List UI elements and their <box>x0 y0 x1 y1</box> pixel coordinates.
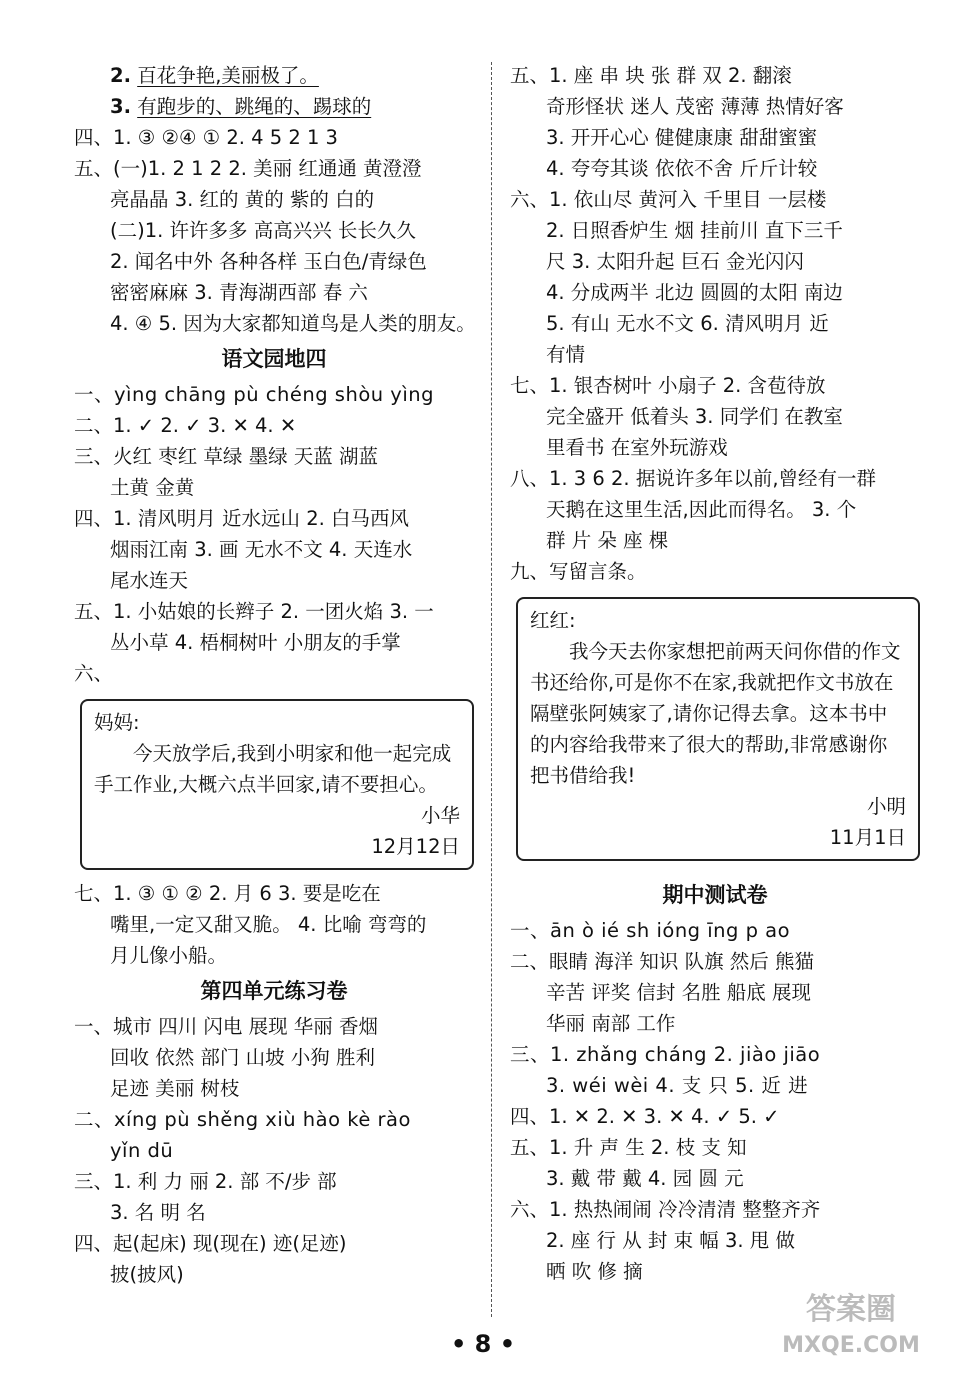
answer-line: 五、1. 座 串 块 张 群 双 2. 翻滚 <box>510 64 792 87</box>
answer-line: 足迹 美丽 树枝 <box>110 1077 240 1100</box>
answer-line: 尾水连天 <box>110 569 189 592</box>
column-divider <box>491 62 492 1317</box>
right-column <box>510 60 920 1287</box>
answer-line: 华丽 南部 工作 <box>546 1012 676 1035</box>
answer-line: 辛苦 评奖 信封 名胜 船底 展现 <box>546 981 811 1004</box>
note-recipient: 红红: <box>530 609 576 632</box>
answer-line: 3. 戴 带 戴 4. 园 圆 元 <box>546 1167 744 1190</box>
answer-line: 3. 有跑步的、跳绳的、踢球的 <box>110 95 372 118</box>
answer-line: 4. ④ 5. 因为大家都知道鸟是人类的朋友。 <box>110 312 476 335</box>
note-box-mom <box>80 699 474 870</box>
answer-line: 有情 <box>546 343 586 366</box>
page-number: • 8 • <box>450 1330 516 1358</box>
answer-line: 三、火红 枣红 草绿 墨绿 天蓝 湖蓝 <box>74 445 378 468</box>
answer-line: 六、1. 依山尽 黄河入 千里目 一层楼 <box>510 188 827 211</box>
answer-line: 九、写留言条。 <box>510 560 647 583</box>
answer-line: 尺 3. 太阳升起 巨石 金光闪闪 <box>546 250 804 273</box>
answer-line: 四、1. 清风明月 近水远山 2. 白马西风 <box>74 507 410 530</box>
answer-line: 4. 夸夸其谈 依依不舍 斤斤计较 <box>546 157 818 180</box>
answer-line: 3. wéi wèi 4. 支 只 5. 近 进 <box>546 1074 809 1097</box>
watermark-url: MXQE.COM <box>782 1333 920 1358</box>
answer-line: 嘴里,一定又甜又脆。 4. 比喻 弯弯的 <box>110 913 427 936</box>
note-body: 今天放学后,我到小明家和他一起完成手工作业,大概六点半回家,请不要担心。 <box>94 742 452 796</box>
answer-line: 二、1. ✓ 2. ✓ 3. ✕ 4. ✕ <box>74 414 297 437</box>
note-body: 我今天去你家想把前两天问你借的作文书还给你,可是你不在家,我就把作文书放在隔壁张阿姨家了,请你记得去拿。这本书中的内容给我带来了很大的帮助,非常感谢你把书借给我! <box>530 640 901 787</box>
section-title: 第四单元练习卷 <box>200 979 348 1003</box>
answer-line: 2. 百花争艳,美丽极了。 <box>110 64 319 87</box>
note-recipient: 妈妈: <box>94 711 140 734</box>
answer-line: 3. 开开心心 健健康康 甜甜蜜蜜 <box>546 126 818 149</box>
answer-line: 2. 日照香炉生 烟 挂前川 直下三千 <box>546 219 843 242</box>
answer-line: 群 片 朵 座 棵 <box>546 529 669 552</box>
answer-line: 亮晶晶 3. 红的 黄的 紫的 白的 <box>110 188 375 211</box>
answer-line: 天鹅在这里生活,因此而得名。 3. 个 <box>546 498 857 521</box>
answer-line: 2. 闻名中外 各种各样 玉白色/青绿色 <box>110 250 427 273</box>
answer-line: 七、1. ③ ① ② 2. 月 6 3. 要是吃在 <box>74 882 381 905</box>
answer-line: 一、yìng chāng pù chéng shòu yìng <box>74 383 435 406</box>
answer-line: 三、1. zhǎng cháng 2. jiào jiāo <box>510 1043 821 1066</box>
note-date: 12月12日 <box>371 835 460 858</box>
answer-line: 八、1. 3 6 2. 据说许多年以前,曾经有一群 <box>510 467 877 490</box>
answer-line: 土黄 金黄 <box>110 476 195 499</box>
answer-line: 2. 座 行 从 封 束 幅 3. 甩 做 <box>546 1229 795 1252</box>
answer-line: 四、1. ③ ②④ ① 2. 4 5 2 1 3 <box>74 126 338 149</box>
section-title: 期中测试卷 <box>662 883 768 907</box>
answer-line: 烟雨江南 3. 画 无水不文 4. 天连水 <box>110 538 413 561</box>
answer-line: 里看书 在室外玩游戏 <box>546 436 728 459</box>
answer-line: 六、 <box>74 662 114 685</box>
answer-line: 一、城市 四川 闪电 展现 华丽 香烟 <box>74 1015 378 1038</box>
answer-line: 四、起(起床) 现(现在) 迹(足迹) <box>74 1232 347 1255</box>
note-box-honghong <box>516 597 920 861</box>
note-signature: 小华 <box>420 804 460 827</box>
answer-line: 二、眼睛 海洋 知识 队旗 然后 熊猫 <box>510 950 814 973</box>
answer-line: 月儿像小船。 <box>110 944 228 967</box>
answer-line: 五、(一)1. 2 1 2 2. 美丽 红通通 黄澄澄 <box>74 157 422 180</box>
answer-line: 一、ān ò ié sh ióng īng p ao <box>510 919 791 942</box>
answer-line: 四、1. ✕ 2. ✕ 3. ✕ 4. ✓ 5. ✓ <box>510 1105 780 1128</box>
note-date: 11月1日 <box>829 826 906 849</box>
answer-line: 三、1. 利 力 丽 2. 部 不/步 部 <box>74 1170 337 1193</box>
answer-line: 晒 吹 修 摘 <box>546 1260 643 1283</box>
answer-line: 密密麻麻 3. 青海湖西部 春 六 <box>110 281 368 304</box>
watermark-logo <box>756 1292 946 1368</box>
answer-line: 5. 有山 无水不文 6. 清风明月 近 <box>546 312 829 335</box>
note-signature: 小明 <box>866 795 906 818</box>
section-title: 语文园地四 <box>221 347 327 371</box>
answer-line: 丛小草 4. 梧桐树叶 小朋友的手掌 <box>110 631 401 654</box>
answer-line: (二)1. 许许多多 高高兴兴 长长久久 <box>110 219 416 242</box>
answer-line: 五、1. 升 声 生 2. 枝 支 知 <box>510 1136 747 1159</box>
answer-line: 奇形怪状 迷人 茂密 薄薄 热情好客 <box>546 95 844 118</box>
answer-line: 二、xíng pù shěng xiù hào kè rào <box>74 1108 411 1131</box>
answer-line: 七、1. 银杏树叶 小扇子 2. 含苞待放 <box>510 374 826 397</box>
answer-line: 披(披风) <box>110 1263 184 1286</box>
answer-line: 五、1. 小姑娘的长辫子 2. 一团火焰 3. 一 <box>74 600 434 623</box>
watermark-text: 答案圈 <box>806 1292 896 1327</box>
answer-line: 完全盛开 低着头 3. 同学们 在教室 <box>546 405 843 428</box>
left-column <box>74 60 474 1290</box>
answer-line: 回收 依然 部门 山坡 小狗 胜利 <box>110 1046 375 1069</box>
answer-line: 六、1. 热热闹闹 冷冷清清 整整齐齐 <box>510 1198 821 1221</box>
answer-line: yǐn dū <box>110 1139 174 1162</box>
answer-line: 3. 名 明 名 <box>110 1201 206 1224</box>
answer-line: 4. 分成两半 北边 圆圆的太阳 南边 <box>546 281 843 304</box>
